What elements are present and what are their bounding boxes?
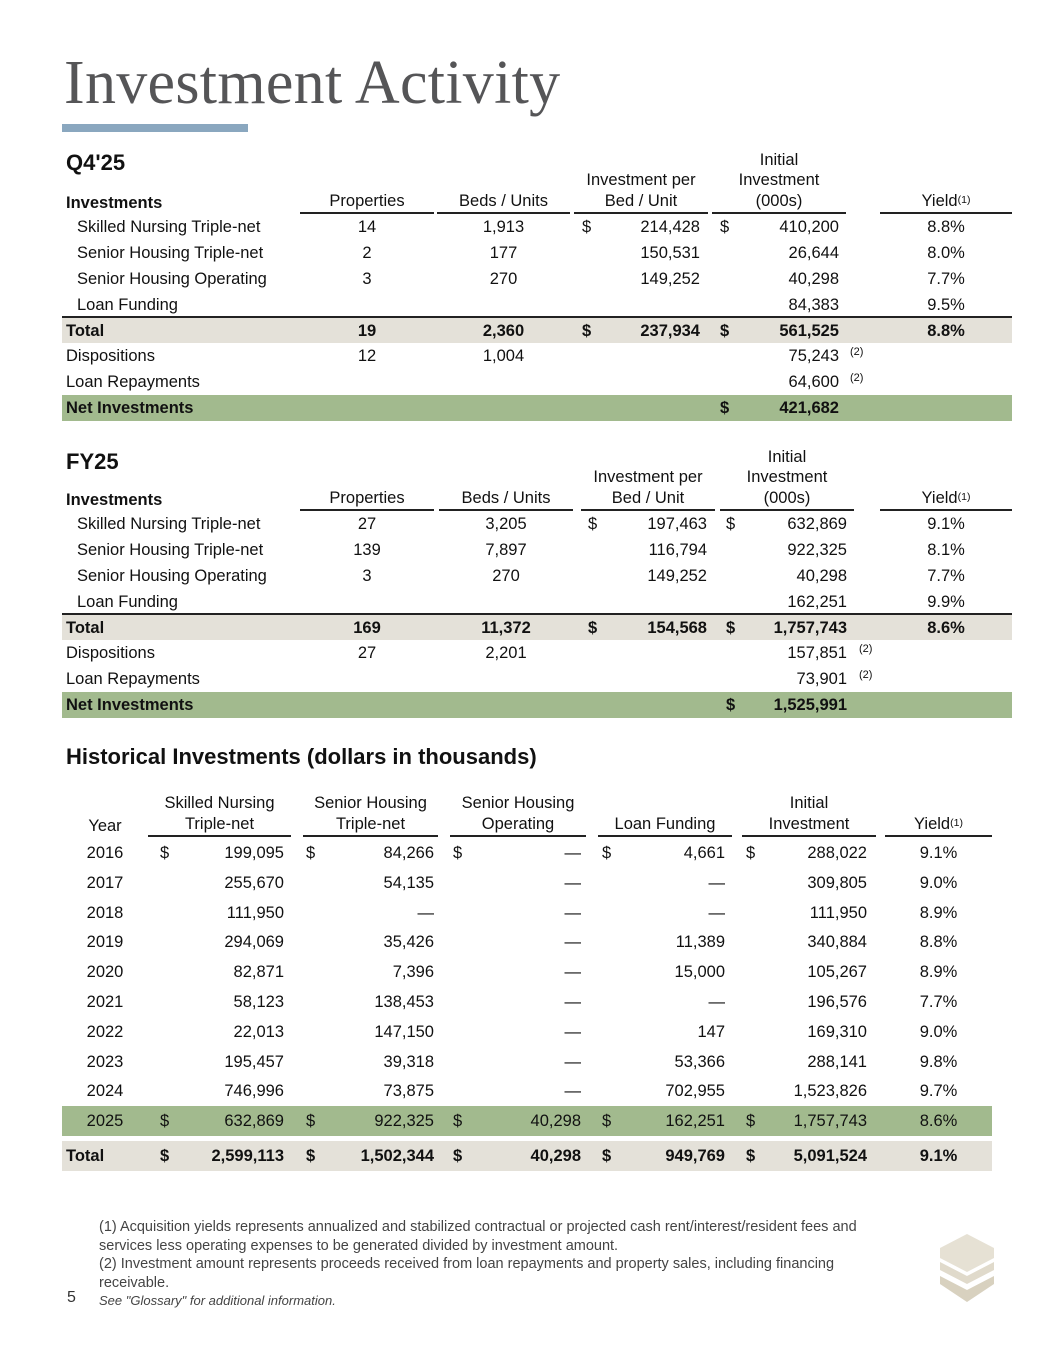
table-row bbox=[62, 838, 992, 868]
hist-cell-snf: 195,457 bbox=[224, 1053, 284, 1071]
q4-heading: Q4'25 bbox=[66, 150, 126, 175]
hist-col-yield-label: Yield bbox=[914, 814, 951, 833]
hist-col-sh bbox=[303, 793, 438, 837]
hist-cell-year: 2024 bbox=[86, 1082, 124, 1100]
table-row bbox=[62, 868, 992, 898]
repayments-initial: 73,901 bbox=[796, 670, 847, 688]
currency-symbol bbox=[306, 1017, 320, 1047]
row-initial: 26,644 bbox=[788, 244, 839, 262]
dispositions-beds: 1,004 bbox=[482, 347, 525, 365]
hist-cell-sho: 40,298 bbox=[530, 1147, 581, 1165]
hist-cell-sh: 7,396 bbox=[392, 963, 434, 981]
hist-cell-sho: — bbox=[564, 993, 581, 1011]
hist-cell-initial: 1,523,826 bbox=[793, 1082, 867, 1100]
dispositions-label: Dispositions bbox=[66, 644, 155, 662]
table-row bbox=[62, 266, 1012, 292]
dispositions-label: Dispositions bbox=[66, 347, 155, 365]
hist-col-yield-note: (1) bbox=[950, 816, 963, 829]
row-properties: 139 bbox=[353, 541, 381, 559]
repayments-note: (2) bbox=[859, 669, 873, 681]
hist-col-sh-line1: Senior Housing bbox=[314, 794, 427, 812]
hist-cell-yield: 7.7% bbox=[919, 993, 958, 1011]
hist-cell-sho: — bbox=[564, 1082, 581, 1100]
row-properties: 2 bbox=[362, 244, 372, 262]
total-properties: 169 bbox=[353, 619, 381, 637]
row-yield: 9.1% bbox=[927, 515, 965, 533]
row-initial: 162,251 bbox=[787, 593, 847, 611]
dispositions-properties: 12 bbox=[357, 347, 377, 365]
q4-col-initial bbox=[712, 150, 846, 215]
row-label: Skilled Nursing Triple-net bbox=[77, 218, 261, 236]
fy-col-yield bbox=[880, 488, 1012, 512]
q4-col-yield-note: (1) bbox=[957, 193, 971, 206]
currency-symbol bbox=[746, 1017, 760, 1047]
hist-cell-year: 2023 bbox=[86, 1053, 124, 1071]
hist-cell-snf: 255,670 bbox=[224, 874, 284, 892]
hist-cell-yield: 8.6% bbox=[919, 1112, 958, 1130]
currency-symbol bbox=[453, 1076, 467, 1106]
total-per-bed: 154,568 bbox=[647, 619, 707, 637]
repayments-label: Loan Repayments bbox=[66, 670, 200, 688]
hist-col-year: Year bbox=[88, 816, 122, 835]
q4-col-initial-line1: Initial bbox=[759, 150, 799, 169]
table-row bbox=[62, 1047, 992, 1077]
currency-symbol bbox=[602, 898, 616, 928]
net-label: Net Investments bbox=[66, 696, 194, 714]
hist-cell-sh: 138,453 bbox=[374, 993, 434, 1011]
hist-cell-sh: 922,325 bbox=[374, 1112, 434, 1130]
table-row bbox=[62, 987, 992, 1017]
row-properties: 3 bbox=[362, 270, 372, 288]
hist-cell-snf: 294,069 bbox=[224, 933, 284, 951]
currency-symbol: $ bbox=[306, 1147, 316, 1165]
hist-col-sho-line1: Senior Housing bbox=[461, 794, 575, 812]
row-initial: 410,200 bbox=[779, 218, 839, 236]
fy-col-yield-note: (1) bbox=[957, 490, 971, 503]
hist-cell-sh: 1,502,344 bbox=[360, 1147, 434, 1165]
hist-cell-yield: 9.7% bbox=[919, 1082, 958, 1100]
q4-col-yield-label: Yield bbox=[921, 191, 958, 210]
row-yield: 9.5% bbox=[927, 296, 965, 314]
currency-symbol: $ bbox=[306, 844, 316, 862]
total-per-bed-currency: $ bbox=[582, 322, 592, 340]
hist-cell-yield: 9.8% bbox=[919, 1053, 958, 1071]
page-title: Investment Activity bbox=[64, 49, 561, 117]
currency-symbol bbox=[746, 927, 760, 957]
hist-cell-yield: 9.1% bbox=[919, 844, 958, 862]
currency-symbol: $ bbox=[602, 1112, 612, 1130]
hist-cell-yield: 8.9% bbox=[919, 904, 958, 922]
hist-cell-year: 2019 bbox=[86, 933, 124, 951]
q4-col-per-bed-line2: Bed / Unit bbox=[604, 191, 678, 210]
title-accent-bar bbox=[62, 124, 248, 132]
hist-cell-sh: 84,266 bbox=[383, 844, 434, 862]
currency-symbol bbox=[306, 1076, 320, 1106]
currency-symbol bbox=[602, 927, 616, 957]
net-currency: $ bbox=[726, 696, 736, 714]
hist-col-snf-line2: Triple-net bbox=[184, 814, 255, 833]
row-properties: 3 bbox=[362, 567, 372, 585]
hist-col-yield bbox=[885, 814, 992, 838]
hist-cell-sh: 147,150 bbox=[374, 1023, 434, 1041]
net-value: 1,525,991 bbox=[773, 696, 847, 714]
total-initial: 1,757,743 bbox=[773, 619, 847, 637]
table-row bbox=[62, 1076, 992, 1106]
q4-col-initial-line3: (000s) bbox=[755, 191, 803, 210]
hist-cell-initial: 309,805 bbox=[807, 874, 867, 892]
fy-col-beds: Beds / Units bbox=[439, 488, 573, 512]
hist-cell-loan: — bbox=[708, 904, 725, 922]
total-beds: 2,360 bbox=[482, 322, 525, 340]
total-beds: 11,372 bbox=[481, 619, 531, 637]
row-label: Loan Funding bbox=[77, 593, 178, 611]
total-initial-currency: $ bbox=[726, 619, 736, 637]
hist-cell-sh: 39,318 bbox=[383, 1053, 434, 1071]
hist-cell-year: 2017 bbox=[86, 874, 124, 892]
hist-cell-sho: — bbox=[564, 963, 581, 981]
table-row bbox=[62, 292, 1012, 318]
footnote-glossary: See "Glossary" for additional information. bbox=[99, 1293, 336, 1308]
currency-symbol bbox=[306, 898, 320, 928]
table-row bbox=[62, 589, 1012, 615]
hist-cell-snf: 111,950 bbox=[226, 904, 284, 922]
table-row bbox=[62, 511, 1012, 537]
dispositions-beds: 2,201 bbox=[485, 644, 527, 662]
currency-symbol: $ bbox=[602, 844, 612, 862]
currency-symbol bbox=[453, 1047, 467, 1077]
hist-cell-sho: — bbox=[564, 904, 581, 922]
row-beds: 270 bbox=[492, 567, 520, 585]
currency-symbol bbox=[602, 1047, 616, 1077]
hist-cell-initial: 340,884 bbox=[807, 933, 867, 951]
hist-cell-yield: 8.9% bbox=[919, 963, 958, 981]
row-yield: 8.0% bbox=[927, 244, 965, 262]
repayments-row bbox=[62, 666, 1012, 692]
row-per-bed: 214,428 bbox=[640, 218, 700, 236]
footnote-1: (1) Acquisition yields represents annualized and stabilized contractual or projected cash rent/interest/resident fees and services less operating expenses to be generated divided by investment amount. bbox=[99, 1219, 857, 1254]
hist-cell-sh: 54,135 bbox=[383, 874, 434, 892]
row-label: Loan Funding bbox=[77, 296, 178, 314]
fy-col-initial-line3: (000s) bbox=[763, 488, 811, 507]
fy-col-properties: Properties bbox=[300, 488, 434, 512]
currency-symbol bbox=[306, 957, 320, 987]
hist-col-initial-line2: Investment bbox=[768, 814, 850, 833]
fy-col-initial bbox=[720, 447, 854, 512]
hist-total-row bbox=[62, 1141, 992, 1171]
hist-cell-year: 2016 bbox=[86, 844, 124, 862]
hist-cell-sh: 73,875 bbox=[383, 1082, 434, 1100]
hist-cell-sho: — bbox=[564, 844, 581, 862]
currency-symbol bbox=[746, 1047, 760, 1077]
hist-cell-initial: 1,757,743 bbox=[793, 1112, 867, 1130]
net-currency: $ bbox=[720, 399, 730, 417]
total-per-bed-currency: $ bbox=[588, 619, 598, 637]
hist-cell-snf: 2,599,113 bbox=[211, 1147, 284, 1165]
hist-cell-initial: 196,576 bbox=[807, 993, 867, 1011]
row-initial-currency: $ bbox=[726, 515, 736, 533]
hist-col-sho-line2: Operating bbox=[481, 814, 555, 833]
row-beds: 7,897 bbox=[485, 541, 527, 559]
total-row bbox=[62, 316, 1012, 343]
hist-cell-loan: 11,389 bbox=[675, 933, 725, 951]
hist-cell-loan: 4,661 bbox=[683, 844, 725, 862]
row-initial: 40,298 bbox=[788, 270, 839, 288]
hist-col-snf bbox=[148, 793, 291, 837]
currency-symbol bbox=[306, 868, 320, 898]
q4-col-yield bbox=[880, 191, 1012, 215]
currency-symbol bbox=[453, 927, 467, 957]
hist-cell-yield: 8.8% bbox=[919, 933, 958, 951]
hist-cell-year: 2021 bbox=[86, 993, 124, 1011]
hist-col-sh-line2: Triple-net bbox=[335, 814, 406, 833]
dispositions-note: (2) bbox=[859, 643, 873, 655]
row-beds: 3,205 bbox=[485, 515, 527, 533]
total-initial: 561,525 bbox=[779, 322, 839, 340]
hist-cell-sho: 40,298 bbox=[530, 1112, 581, 1130]
hist-cell-yield: 9.0% bbox=[919, 874, 958, 892]
hist-cell-year: 2025 bbox=[86, 1112, 124, 1130]
hist-cell-loan: 15,000 bbox=[674, 963, 725, 981]
row-label: Senior Housing Triple-net bbox=[77, 244, 264, 262]
hist-cell-yield: 9.1% bbox=[919, 1147, 958, 1165]
currency-symbol bbox=[746, 957, 760, 987]
hist-cell-year: 2022 bbox=[86, 1023, 124, 1041]
currency-symbol bbox=[746, 1076, 760, 1106]
currency-symbol bbox=[453, 957, 467, 987]
row-initial: 922,325 bbox=[787, 541, 847, 559]
table-row bbox=[62, 240, 1012, 266]
total-label: Total bbox=[66, 322, 105, 340]
hist-cell-year: 2018 bbox=[86, 904, 124, 922]
hist-cell-sho: — bbox=[564, 1023, 581, 1041]
currency-symbol: $ bbox=[746, 844, 756, 862]
page-number: 5 bbox=[67, 1289, 76, 1306]
row-per-bed: 149,252 bbox=[647, 567, 707, 585]
repayments-label: Loan Repayments bbox=[66, 373, 200, 391]
row-yield: 8.8% bbox=[927, 218, 965, 236]
row-yield: 7.7% bbox=[927, 270, 965, 288]
net-value: 421,682 bbox=[779, 399, 839, 417]
net-investments-row bbox=[62, 692, 1012, 718]
dispositions-row bbox=[62, 343, 1012, 369]
row-beds: 177 bbox=[489, 244, 518, 262]
fy-table-header bbox=[62, 447, 1012, 511]
hist-cell-snf: 632,869 bbox=[224, 1112, 284, 1130]
row-per-bed: 197,463 bbox=[647, 515, 707, 533]
currency-symbol bbox=[602, 868, 616, 898]
table-row bbox=[62, 537, 1012, 563]
repayments-row bbox=[62, 369, 1012, 395]
row-initial: 84,383 bbox=[788, 296, 839, 314]
hist-cell-initial: 105,267 bbox=[807, 963, 867, 981]
currency-symbol bbox=[602, 1017, 616, 1047]
hist-cell-loan: — bbox=[708, 874, 725, 892]
fy-heading: FY25 bbox=[66, 449, 119, 474]
row-label: Senior Housing Triple-net bbox=[77, 541, 264, 559]
hist-cell-loan: 147 bbox=[697, 1023, 725, 1041]
hist-col-initial bbox=[742, 793, 876, 837]
hist-cell-snf: 199,095 bbox=[224, 844, 284, 862]
hist-cell-sh: — bbox=[417, 904, 434, 922]
currency-symbol bbox=[602, 1076, 616, 1106]
hist-cell-initial: 111,950 bbox=[809, 904, 867, 922]
currency-symbol bbox=[306, 927, 320, 957]
hist-cell-loan: 162,251 bbox=[665, 1112, 725, 1130]
table-row bbox=[62, 957, 992, 987]
row-per-bed-currency: $ bbox=[588, 515, 598, 533]
row-beds: 270 bbox=[489, 270, 518, 288]
fy-col-initial-line1: Initial bbox=[767, 447, 807, 466]
currency-symbol: $ bbox=[746, 1147, 756, 1165]
table-row bbox=[62, 898, 992, 928]
hist-cell-yield: 9.0% bbox=[919, 1023, 958, 1041]
row-initial-currency: $ bbox=[720, 218, 730, 236]
row-yield: 7.7% bbox=[927, 567, 965, 585]
hist-cell-initial: 288,141 bbox=[807, 1053, 867, 1071]
hist-cell-initial: 169,310 bbox=[807, 1023, 867, 1041]
row-initial: 632,869 bbox=[787, 515, 847, 533]
dispositions-initial: 75,243 bbox=[788, 347, 839, 365]
fy-col-per-bed bbox=[581, 467, 715, 511]
row-per-bed: 116,794 bbox=[648, 541, 707, 559]
table-row bbox=[62, 1017, 992, 1047]
currency-symbol bbox=[453, 898, 467, 928]
hist-cell-snf: 82,871 bbox=[233, 963, 284, 981]
hist-cell-snf: 746,996 bbox=[224, 1082, 284, 1100]
net-label: Net Investments bbox=[66, 399, 194, 417]
row-label: Senior Housing Operating bbox=[77, 270, 267, 288]
fy-col-initial-line2: Investment bbox=[746, 468, 828, 486]
currency-symbol: $ bbox=[453, 844, 463, 862]
fy-col-investments: Investments bbox=[66, 490, 163, 509]
row-initial: 40,298 bbox=[796, 567, 847, 585]
hist-col-loan: Loan Funding bbox=[598, 814, 732, 838]
currency-symbol: $ bbox=[160, 1112, 170, 1130]
hist-row-current-year bbox=[62, 1106, 992, 1136]
table-row bbox=[62, 214, 1012, 240]
currency-symbol: $ bbox=[306, 1112, 316, 1130]
q4-col-per-bed bbox=[574, 170, 708, 214]
hist-cell-initial: 5,091,524 bbox=[793, 1147, 867, 1165]
row-yield: 8.1% bbox=[927, 541, 965, 559]
dispositions-initial: 157,851 bbox=[787, 644, 847, 662]
currency-symbol: $ bbox=[453, 1147, 463, 1165]
historical-heading: Historical Investments (dollars in thousands) bbox=[66, 744, 537, 769]
dispositions-note: (2) bbox=[850, 346, 864, 358]
currency-symbol bbox=[602, 987, 616, 1017]
currency-symbol bbox=[453, 868, 467, 898]
hist-col-sho bbox=[450, 793, 586, 837]
dispositions-properties: 27 bbox=[357, 644, 377, 662]
row-properties: 14 bbox=[357, 218, 377, 236]
fy-col-per-bed-line2: Bed / Unit bbox=[611, 488, 685, 507]
currency-symbol bbox=[602, 957, 616, 987]
total-per-bed: 237,934 bbox=[640, 322, 700, 340]
table-row bbox=[62, 563, 1012, 589]
hist-cell-sho: — bbox=[564, 874, 581, 892]
row-properties: 27 bbox=[357, 515, 377, 533]
q4-col-initial-line2: Investment bbox=[738, 171, 820, 189]
repayments-initial: 64,600 bbox=[788, 373, 839, 391]
currency-symbol bbox=[306, 1047, 320, 1077]
hist-cell-loan: 949,769 bbox=[665, 1147, 725, 1165]
currency-symbol: $ bbox=[160, 844, 170, 862]
currency-symbol bbox=[453, 1017, 467, 1047]
total-properties: 19 bbox=[357, 322, 377, 340]
currency-symbol bbox=[306, 987, 320, 1017]
row-per-bed-currency: $ bbox=[582, 218, 592, 236]
fy-col-yield-label: Yield bbox=[921, 488, 958, 507]
q4-col-beds: Beds / Units bbox=[437, 191, 570, 215]
currency-symbol: $ bbox=[453, 1112, 463, 1130]
footnotes bbox=[99, 1218, 859, 1311]
hist-cell-year: Total bbox=[66, 1147, 105, 1165]
hist-cell-loan: 702,955 bbox=[665, 1082, 725, 1100]
hist-col-initial-line1: Initial bbox=[789, 794, 829, 812]
row-beds: 1,913 bbox=[482, 218, 525, 236]
currency-symbol bbox=[746, 987, 760, 1017]
hist-col-snf-line1: Skilled Nursing bbox=[164, 794, 275, 812]
hist-cell-loan: — bbox=[708, 993, 725, 1011]
q4-col-investments: Investments bbox=[66, 193, 163, 212]
currency-symbol: $ bbox=[160, 1147, 170, 1165]
currency-symbol bbox=[453, 987, 467, 1017]
footnote-2: (2) Investment amount represents proceeds received from loan repayments and property sales, including financing receivable. bbox=[99, 1256, 835, 1291]
total-initial-currency: $ bbox=[720, 322, 730, 340]
row-yield: 9.9% bbox=[927, 593, 965, 611]
q4-table-header bbox=[62, 150, 1012, 214]
hist-cell-sho: — bbox=[564, 933, 581, 951]
row-per-bed: 149,252 bbox=[640, 270, 700, 288]
table-row bbox=[62, 927, 992, 957]
total-yield: 8.8% bbox=[927, 322, 965, 340]
currency-symbol bbox=[746, 898, 760, 928]
net-investments-row bbox=[62, 395, 1012, 421]
currency-symbol bbox=[746, 868, 760, 898]
currency-symbol: $ bbox=[746, 1112, 756, 1130]
company-logo-icon bbox=[938, 1232, 996, 1304]
row-label: Skilled Nursing Triple-net bbox=[77, 515, 261, 533]
q4-col-properties: Properties bbox=[300, 191, 434, 215]
total-yield: 8.6% bbox=[927, 619, 965, 637]
total-label: Total bbox=[66, 619, 105, 637]
hist-cell-sho: — bbox=[564, 1053, 581, 1071]
hist-cell-initial: 288,022 bbox=[807, 844, 867, 862]
hist-cell-snf: 22,013 bbox=[233, 1023, 284, 1041]
hist-cell-snf: 58,123 bbox=[233, 993, 284, 1011]
hist-cell-year: 2020 bbox=[86, 963, 124, 981]
row-per-bed: 150,531 bbox=[640, 244, 700, 262]
hist-cell-loan: 53,366 bbox=[674, 1053, 725, 1071]
historical-table-header bbox=[62, 792, 1012, 837]
currency-symbol: $ bbox=[602, 1147, 612, 1165]
q4-col-per-bed-line1: Investment per bbox=[586, 171, 696, 189]
repayments-note: (2) bbox=[850, 372, 864, 384]
hist-cell-sh: 35,426 bbox=[383, 933, 434, 951]
fy-col-per-bed-line1: Investment per bbox=[593, 468, 703, 486]
row-label: Senior Housing Operating bbox=[77, 567, 267, 585]
